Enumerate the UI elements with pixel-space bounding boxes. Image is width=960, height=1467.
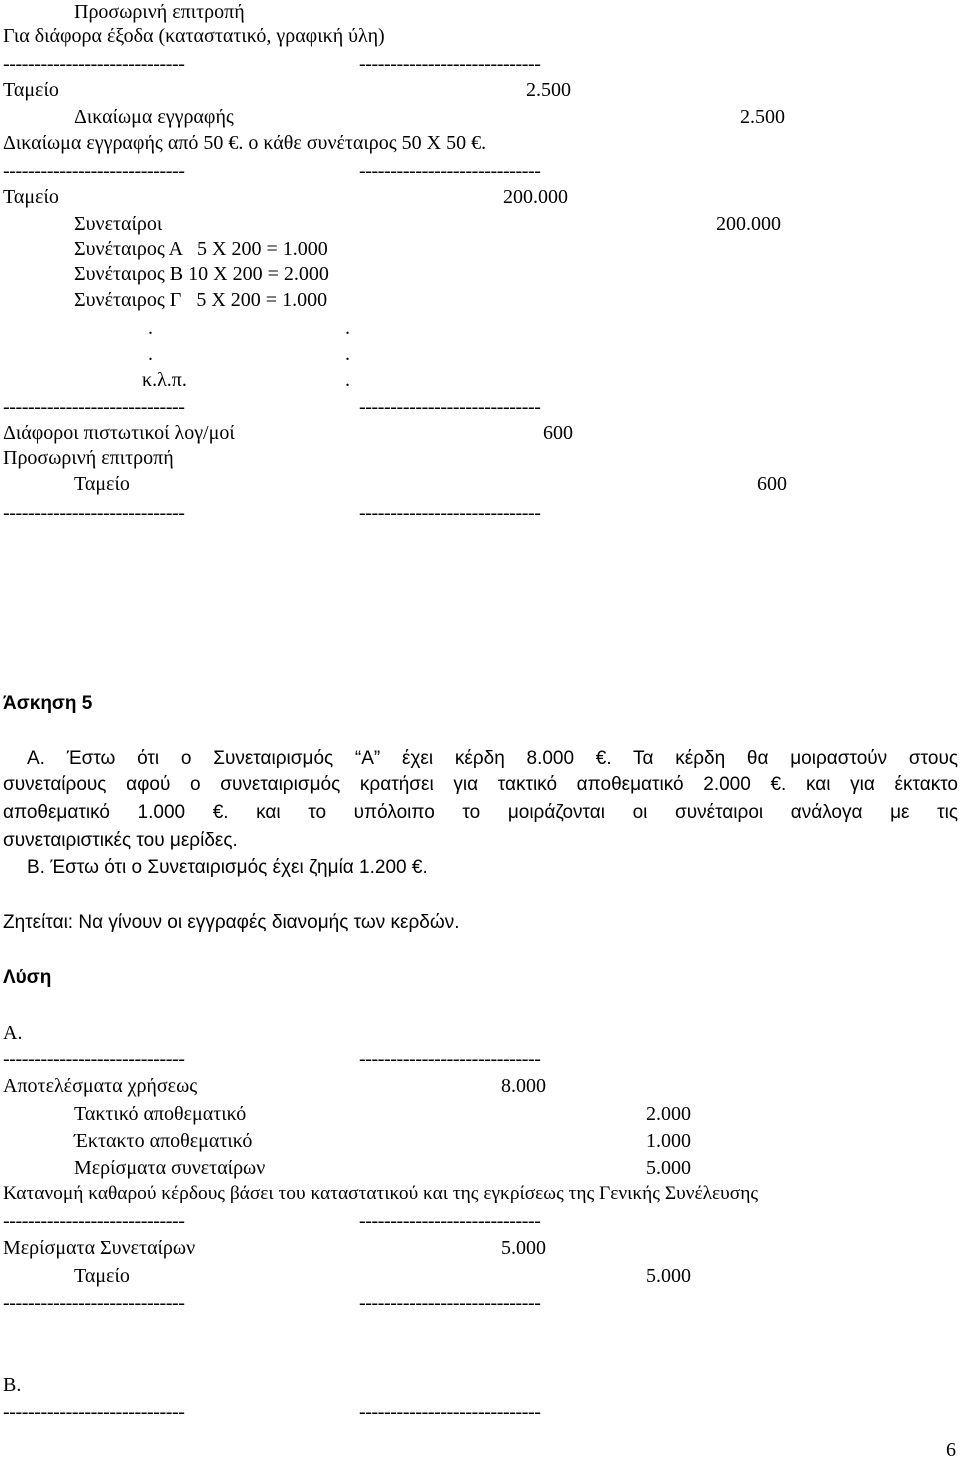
partner-line: Συνέταιρος Α 5 Χ 200 = 1.000	[74, 238, 328, 260]
partner-line: Συνέταιρος Β 10 Χ 200 = 2.000	[74, 263, 329, 285]
page-number: 6	[946, 1439, 956, 1461]
separator-left: -----------------------------	[3, 1210, 185, 1232]
separator-right: -----------------------------	[359, 160, 541, 182]
separator-right: -----------------------------	[359, 1048, 541, 1070]
entry-note: Κατανομή καθαρού κέρδους βάσει του καταστατικού και της εγκρίσεως της Γενικής Συνέλευσης	[3, 1183, 759, 1204]
text-line: Προσωρινή επιτροπή	[74, 1, 245, 23]
debit-amount: 5.000	[501, 1237, 546, 1259]
separator-left: -----------------------------	[3, 1292, 185, 1314]
ellipsis-dot: .	[345, 317, 350, 339]
separator-left: -----------------------------	[3, 160, 185, 182]
separator-right: -----------------------------	[359, 1401, 541, 1423]
credit-amount: 2.000	[646, 1103, 691, 1125]
credit-amount: 1.000	[646, 1130, 691, 1152]
separator-right: -----------------------------	[359, 502, 541, 524]
ellipsis-dot: .	[148, 343, 153, 365]
credit-amount: 200.000	[716, 213, 781, 235]
solution-title: Λύση	[3, 967, 52, 988]
separator-left: -----------------------------	[3, 1048, 185, 1070]
exercise-title: Άσκηση 5	[3, 693, 93, 714]
ellipsis-dot: .	[148, 317, 153, 339]
text-line: Για διάφορα έξοδα (καταστατικό, γραφική ύλη)	[3, 25, 385, 47]
credit-account: Έκτακτο αποθεματικό	[74, 1130, 253, 1152]
credit-account: Ταμείο	[74, 473, 130, 495]
credit-amount: 2.500	[740, 106, 785, 128]
entry-note: Δικαίωμα εγγραφής από 50 €. ο κάθε συνέταιρος 50 Χ 50 €.	[3, 132, 487, 154]
credit-amount: 5.000	[646, 1157, 691, 1179]
etc-label: κ.λ.π.	[142, 369, 187, 391]
ellipsis-dot: .	[345, 343, 350, 365]
exercise-task: Ζητείται: Να γίνουν οι εγγραφές διανομής των κερδών.	[3, 912, 460, 933]
exercise-paragraph: Β. Έστω ότι ο Συνεταιρισμός έχει ζημία 1.200 €.	[27, 857, 428, 878]
exercise-paragraph: συνεταιριστικές του μερίδες.	[3, 830, 238, 851]
debit-amount: 2.500	[526, 79, 571, 101]
separator-right: -----------------------------	[359, 53, 541, 75]
separator-left: -----------------------------	[3, 53, 185, 75]
part-label: Α.	[3, 1022, 23, 1044]
credit-account: Ταμείο	[74, 1265, 130, 1287]
debit-account: Διάφοροι πιστωτικοί λογ/μοί	[3, 422, 235, 444]
separator-right: -----------------------------	[359, 1292, 541, 1314]
debit-account: Μερίσματα Συνεταίρων	[3, 1237, 196, 1259]
exercise-paragraph: αποθεματικό 1.000 €. και το υπόλοιπο το μοιράζονται οι συνέταιροι ανάλογα με τις	[3, 802, 958, 823]
exercise-paragraph: Α. Έστω ότι ο Συνεταιρισμός “Α” έχει κέρδη 8.000 €. Τα κέρδη θα μοιραστούν στους	[27, 748, 958, 769]
separator-right: -----------------------------	[359, 396, 541, 418]
exercise-paragraph: συνεταίρους αφού ο συνεταιρισμός κρατήσει για τακτικό αποθεματικό 2.000 €. και για έκτακτο	[3, 774, 958, 795]
credit-account: Τακτικό αποθεματικό	[74, 1103, 247, 1125]
debit-account: Ταμείο	[3, 79, 59, 101]
debit-amount: 600	[543, 422, 573, 444]
credit-amount: 5.000	[646, 1265, 691, 1287]
credit-amount: 600	[757, 473, 787, 495]
credit-account: Συνεταίροι	[74, 213, 163, 235]
debit-amount: 8.000	[501, 1075, 546, 1097]
partner-line: Συνέταιρος Γ 5 Χ 200 = 1.000	[74, 289, 328, 311]
ellipsis-dot: .	[345, 369, 350, 391]
credit-account: Δικαίωμα εγγραφής	[74, 106, 234, 128]
debit-account: Αποτελέσματα χρήσεως	[3, 1075, 198, 1097]
debit-amount: 200.000	[503, 186, 568, 208]
credit-account: Μερίσματα συνεταίρων	[74, 1157, 266, 1179]
separator-left: -----------------------------	[3, 396, 185, 418]
separator-left: -----------------------------	[3, 502, 185, 524]
separator-right: -----------------------------	[359, 1210, 541, 1232]
separator-left: -----------------------------	[3, 1401, 185, 1423]
debit-sub: Προσωρινή επιτροπή	[3, 447, 174, 469]
debit-account: Ταμείο	[3, 186, 59, 208]
part-label: Β.	[3, 1374, 22, 1396]
